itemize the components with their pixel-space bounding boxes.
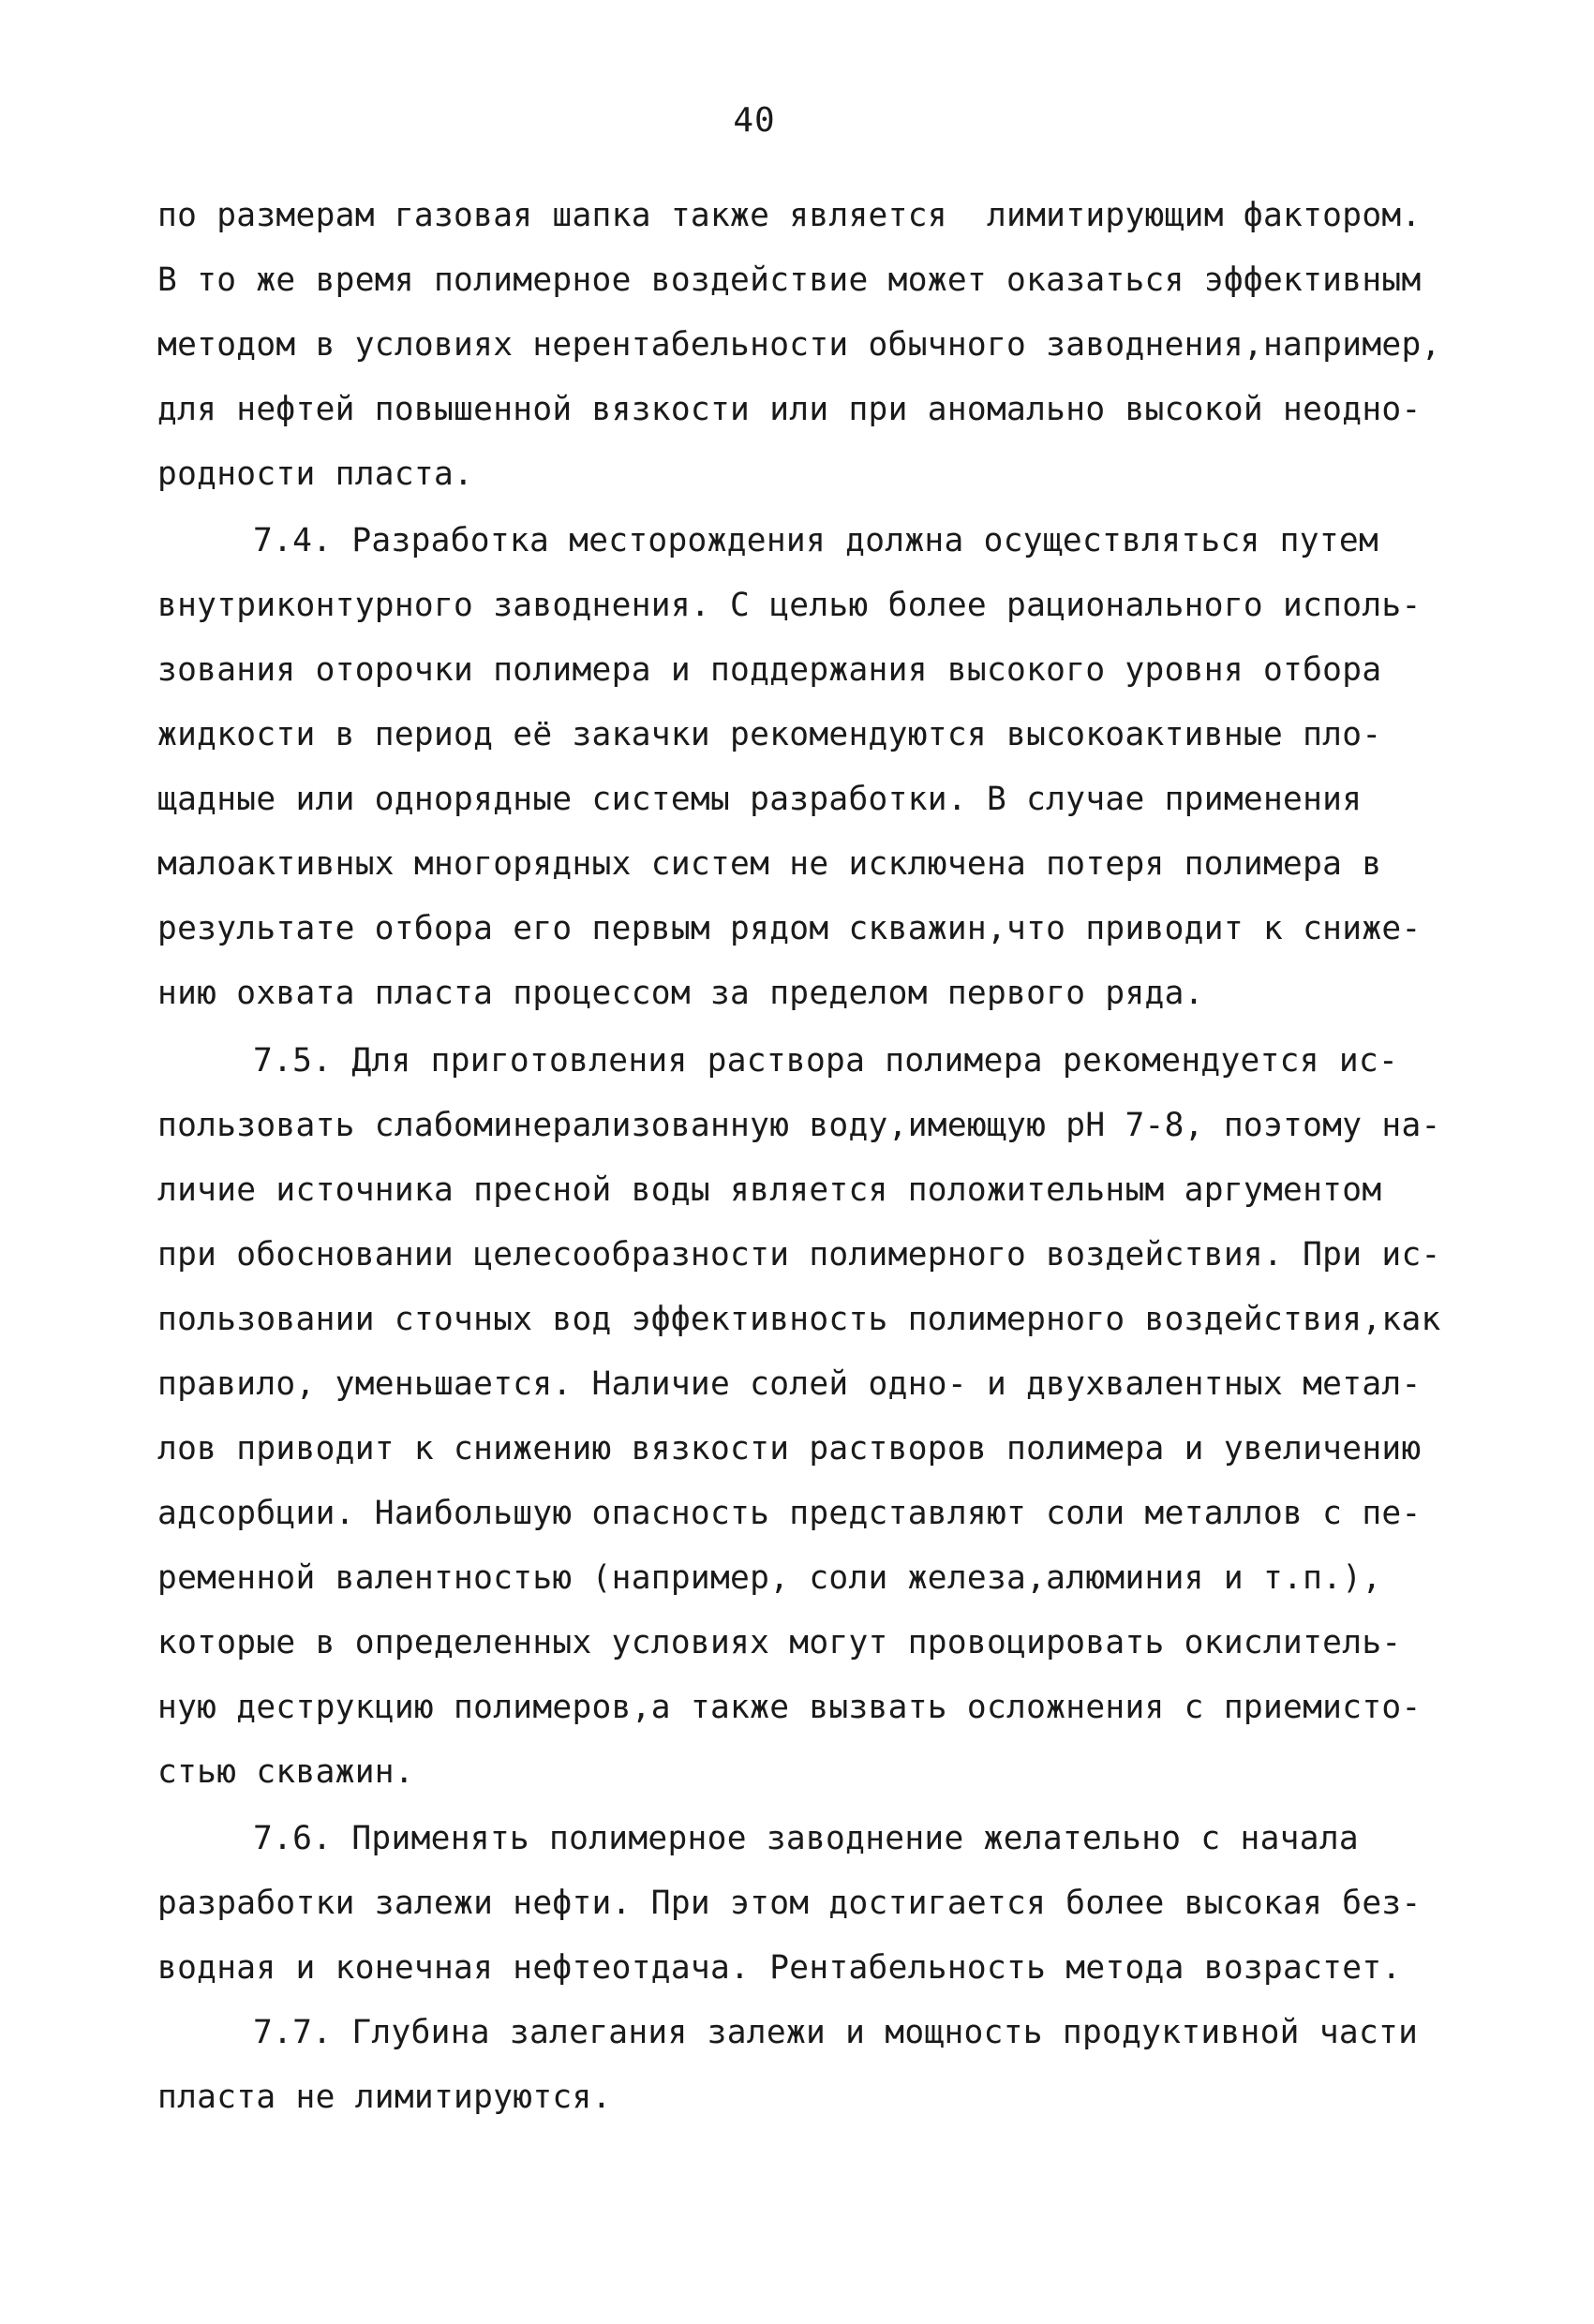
page-number: 40 xyxy=(733,101,776,140)
text-line: пользовать слабоминерализованную воду,имеющую рН 7-8, поэтому на- xyxy=(157,1107,1441,1144)
text-line: разработки залежи нефти. При этом достигается более высокая без- xyxy=(157,1885,1422,1922)
text-line: малоактивных многорядных систем не исключена потеря полимера в xyxy=(157,845,1382,883)
text-line: внутриконтурного заводнения. С целью более рационального исполь- xyxy=(157,587,1422,624)
text-line: по размерам газовая шапка также является лимитирующим фактором. xyxy=(157,197,1422,234)
text-line: 7.4. Разработка месторождения должна осуществляться путем xyxy=(253,522,1379,559)
text-line: 7.7. Глубина залегания залежи и мощность продуктивной части xyxy=(253,2014,1419,2051)
text-line: ременной валентностью (например, соли железа,алюминия и т.п.), xyxy=(157,1559,1382,1597)
text-line: 7.6. Применять полимерное заводнение желательно с начала xyxy=(253,1820,1359,1857)
text-line: личие источника пресной воды является положительным аргументом xyxy=(157,1171,1382,1209)
text-line: пласта не лимитируются. xyxy=(157,2078,612,2116)
text-line: водная и конечная нефтеотдача. Рентабельность метода возрастет. xyxy=(157,1949,1402,1987)
text-line: жидкости в период её закачки рекомендуются высокоактивные пло- xyxy=(157,716,1382,753)
text-line: нию охвата пласта процессом за пределом первого ряда. xyxy=(157,975,1204,1012)
text-line: для нефтей повышенной вязкости или при аномально высокой неодно- xyxy=(157,391,1422,428)
text-line: при обосновании целесообразности полимерного воздействия. При ис- xyxy=(157,1236,1441,1274)
text-line: правило, уменьшается. Наличие солей одно- и двухвалентных метал- xyxy=(157,1365,1422,1403)
text-line: 7.5. Для приготовления раствора полимера рекомендуется ис- xyxy=(253,1042,1399,1080)
text-line: методом в условиях нерентабельности обычного заводнения,например, xyxy=(157,326,1441,364)
text-line: стью скважин. xyxy=(157,1753,414,1791)
text-line: адсорбции. Наибольшую опасность представляют соли металлов с пе- xyxy=(157,1495,1422,1532)
text-line: пользовании сточных вод эффективность полимерного воздействия,как xyxy=(157,1301,1441,1338)
text-line: родности пласта. xyxy=(157,455,474,493)
text-line: щадные или однорядные системы разработки. В случае применения xyxy=(157,781,1363,818)
text-line: зования оторочки полимера и поддержания высокого уровня отбора xyxy=(157,651,1382,689)
text-line: лов приводит к снижению вязкости растворов полимера и увеличению xyxy=(157,1430,1422,1467)
text-line: результате отбора его первым рядом скважин,что приводит к сниже- xyxy=(157,910,1422,947)
text-line: ную деструкцию полимеров,а также вызвать осложнения с приемисто- xyxy=(157,1689,1422,1726)
text-line: В то же время полимерное воздействие может оказаться эффективным xyxy=(157,261,1422,299)
text-line: которые в определенных условиях могут провоцировать окислитель- xyxy=(157,1624,1402,1661)
